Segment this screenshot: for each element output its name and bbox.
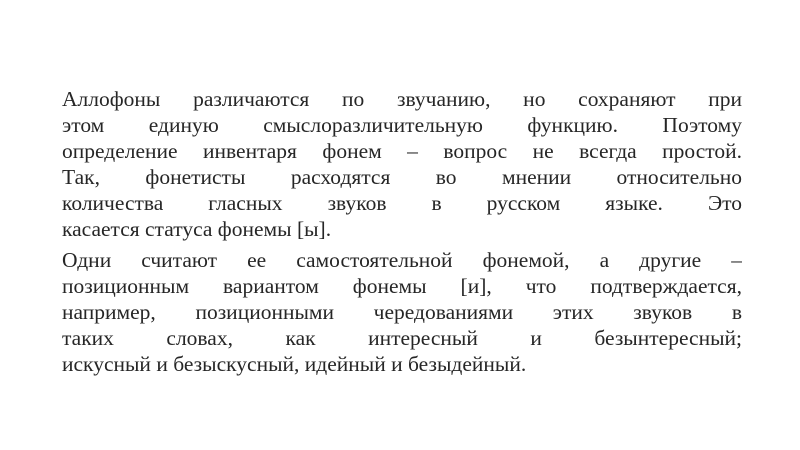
paragraph-2 (62, 247, 742, 377)
text-line: касается статуса фонемы [ы]. (62, 217, 332, 241)
text-line: Одни считают ее самостоятельной фонемой, а другие – (62, 248, 742, 272)
text-line: определение инвентаря фонем – вопрос не всегда простой. (62, 139, 742, 163)
text-line: Так, фонетисты расходятся во мнении относительно (62, 165, 742, 189)
text-line: Аллофоны различаются по звучанию, но сохраняют при (62, 87, 742, 111)
text-line: таких словах, как интересный и безынтересный; (62, 326, 742, 350)
text-line: этом единую смыслоразличительную функцию. Поэтому (62, 113, 742, 137)
text-line: например, позиционными чередованиями этих звуков в (62, 300, 742, 324)
text-line: количества гласных звуков в русском языке. Это (62, 191, 742, 215)
body-text (62, 86, 742, 382)
text-line: искусный и безыскусный, идейный и безыдейный. (62, 352, 527, 376)
paragraph-1 (62, 86, 742, 242)
text-line: позиционным вариантом фонемы [и], что подтверждается, (62, 274, 742, 298)
